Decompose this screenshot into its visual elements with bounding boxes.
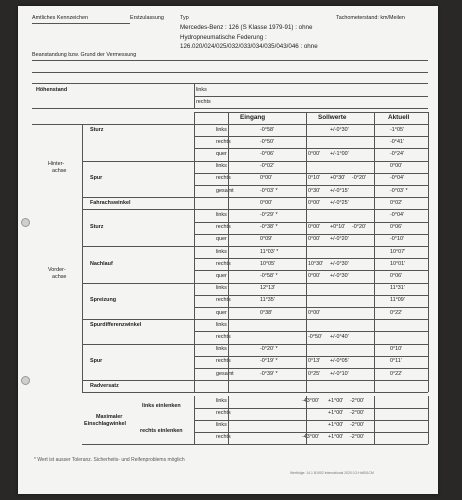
cell-soll-b: +0°10'	[330, 224, 346, 231]
cell-eingang: 0°00'	[260, 175, 273, 182]
height-label: Höhenstand	[36, 87, 68, 93]
row-group-label: Spurdifferenzwinkel	[90, 321, 142, 328]
row-line	[194, 258, 428, 259]
row-line	[194, 295, 428, 296]
height-divider	[194, 83, 195, 108]
row-side-label: rechts	[216, 358, 231, 365]
left-turn-label: links einlenken	[142, 403, 181, 409]
row-side-label: quer	[216, 272, 227, 279]
cell-aktuell: 10°01'	[390, 260, 406, 267]
cell-eingang: 12°13'	[260, 285, 276, 292]
first-reg-label: Erstzulassung	[130, 15, 164, 21]
lock-bottom-line	[82, 444, 428, 445]
complaint-label: Beanstandung bzw. Grund der Vermessung	[32, 52, 137, 58]
row-group-label: Spur	[90, 175, 103, 182]
header-top-line	[194, 112, 428, 113]
cell-aktuell: 0°22'	[390, 370, 403, 377]
vehicle-type: Mercedes-Benz : 126 (S Klasse 1979-91) : ohne	[180, 24, 313, 31]
lock-soll-b: +1°00'	[328, 422, 344, 429]
row-group-label: Radversatz	[90, 382, 119, 389]
complaint-line-2	[32, 72, 428, 73]
cell-eingang: 0°09'	[260, 236, 273, 243]
plate-label: Amtliches Kennzeichen	[32, 15, 89, 21]
cell-aktuell: 11°31'	[390, 285, 405, 292]
row-side-label: gesamt	[216, 187, 234, 194]
col-line	[374, 112, 375, 392]
cell-aktuell: -0°41'	[390, 138, 404, 145]
lock-side-label: links	[216, 422, 227, 429]
lock-col-line	[374, 396, 375, 444]
cell-aktuell: 0°22'	[390, 309, 403, 316]
row-line	[194, 148, 428, 149]
col-line	[194, 112, 195, 392]
col-line-right	[428, 112, 429, 392]
lock-col-line	[228, 396, 229, 444]
cell-soll-b: +/-0°05'	[330, 358, 349, 365]
lock-soll-c: -2°00'	[350, 410, 364, 417]
row-line	[82, 161, 428, 162]
cell-soll-b: +/-0°10'	[330, 370, 349, 377]
row-line	[194, 185, 428, 186]
cell-soll-a: 0°00'	[308, 309, 321, 316]
lock-soll-c: -2°00'	[350, 398, 364, 405]
cell-soll-b: +/-0°30'	[330, 126, 349, 133]
cell-soll-a: 0°00'	[308, 236, 321, 243]
hydro-label: Hydropneumatische Federung :	[180, 34, 267, 41]
cell-soll-a: 0°13'	[308, 358, 321, 365]
cell-eingang: -0°39' *	[260, 370, 278, 377]
row-line	[82, 283, 428, 284]
lock-col-line	[428, 396, 429, 444]
lock-soll-a: -43°00'	[302, 434, 319, 441]
row-line	[194, 173, 428, 174]
row-line	[82, 209, 428, 210]
height-top-line	[32, 83, 428, 84]
col-line	[228, 112, 229, 392]
cell-eingang: -0°58' *	[260, 272, 278, 279]
cell-aktuell: -0°10'	[390, 236, 404, 243]
row-side-label: rechts	[216, 175, 231, 182]
row-line	[194, 368, 428, 369]
cell-soll-b: +/-0°30'	[330, 260, 349, 267]
cell-eingang: -0°58'	[260, 126, 274, 133]
odometer-label: Tachometerstand: km/Meilen	[336, 15, 405, 21]
cell-soll-c: -0°20'	[352, 175, 366, 182]
row-group-label: Nachlauf	[90, 260, 113, 267]
group-col-line	[82, 124, 83, 392]
cell-eingang: 0°00'	[260, 199, 273, 206]
cell-eingang: -0°29' *	[260, 211, 278, 218]
row-side-label: gesamt	[216, 370, 234, 377]
row-side-label: rechts	[216, 297, 231, 304]
cell-aktuell: -0°24'	[390, 150, 404, 157]
table-top-line	[32, 124, 428, 125]
row-side-label: rechts	[216, 138, 231, 145]
row-side-label: rechts	[216, 333, 231, 340]
row-line	[82, 246, 428, 247]
row-side-label: links	[216, 248, 227, 255]
lock-side-label: rechts	[216, 410, 231, 417]
type-label: Typ	[180, 15, 189, 21]
row-line	[82, 197, 428, 198]
cell-soll-a: 0°00'	[308, 199, 321, 206]
cell-aktuell: 0°00'	[390, 163, 403, 170]
cell-soll-a: -0°50'	[308, 333, 322, 340]
lock-soll-b: +1°00'	[328, 410, 344, 417]
cell-soll-a: 0°00'	[308, 150, 321, 157]
cell-eingang: -0°19' *	[260, 358, 278, 365]
row-side-label: links	[216, 211, 227, 218]
lock-soll-b: +1°00'	[328, 434, 344, 441]
height-mid-line	[194, 96, 428, 97]
alignment-report-sheet	[18, 6, 438, 494]
cell-eingang: 10°05'	[260, 260, 276, 267]
cell-soll-a: 0°00'	[308, 224, 321, 231]
cell-eingang: -0°02'	[260, 163, 274, 170]
cell-aktuell: 11°09'	[390, 297, 405, 304]
complaint-line-1	[32, 60, 428, 61]
row-line	[82, 392, 428, 393]
row-side-label: links	[216, 126, 227, 133]
cell-aktuell: 0°11'	[390, 358, 402, 365]
col-sollwerte: Sollwerte	[318, 114, 347, 121]
col-line	[306, 112, 307, 392]
lock-col-line	[194, 396, 195, 444]
lock-side-label: rechts	[216, 434, 231, 441]
front-axle-label-1: Vorder-	[48, 267, 66, 273]
front-axle-label-2: achse	[52, 274, 67, 280]
row-side-label: quer	[216, 150, 227, 157]
lock-soll-b: +1°00'	[328, 398, 344, 405]
row-side-label: quer	[216, 309, 227, 316]
row-side-label: links	[216, 285, 227, 292]
row-line	[194, 222, 428, 223]
row-side-label: quer	[216, 236, 227, 243]
cell-eingang: 11°35'	[260, 297, 275, 304]
cell-eingang: -0°50'	[260, 138, 274, 145]
lock-col-line	[306, 396, 307, 444]
punch-hole-bottom	[21, 376, 30, 385]
cell-soll-c: -0°20'	[352, 224, 366, 231]
row-line	[194, 331, 428, 332]
col-aktuell: Aktuell	[388, 114, 410, 121]
height-rechts: rechts	[196, 99, 211, 105]
cell-eingang: -0°03' *	[260, 187, 278, 194]
cell-aktuell: 0°02'	[390, 199, 403, 206]
cell-aktuell: 0°06'	[390, 272, 403, 279]
cell-eingang: -0°06'	[260, 150, 274, 157]
footer-small: Wertfolge: 14.1 B1902 International 2020.0.3 HxB01CM	[290, 471, 374, 475]
rear-axle-label-1: Hinter-	[48, 161, 65, 167]
row-line	[82, 344, 428, 345]
cell-eingang: -0°38' *	[260, 224, 278, 231]
row-line	[194, 136, 428, 137]
row-group-label: Sturz	[90, 126, 104, 133]
hydro-value: 126.020/024/025/032/033/034/035/043/046 : ohne	[180, 43, 318, 50]
row-line	[194, 270, 428, 271]
right-turn-label: rechts einlenken	[140, 428, 183, 434]
height-bottom-line	[32, 108, 428, 109]
row-side-label: links	[216, 163, 227, 170]
row-line	[82, 380, 428, 381]
row-side-label: links	[216, 346, 227, 353]
row-side-label: links	[216, 321, 227, 328]
row-group-label: Spur	[90, 358, 103, 365]
row-line	[82, 319, 428, 320]
cell-soll-b: +0°30'	[330, 175, 346, 182]
cell-soll-a: 0°00'	[308, 272, 321, 279]
row-line	[194, 356, 428, 357]
cell-soll-a: 0°25'	[308, 370, 321, 377]
cell-eingang: -0°20' *	[260, 346, 278, 353]
rear-axle-label-2: achse	[52, 168, 67, 174]
punch-hole-top	[21, 218, 30, 227]
cell-soll-b: +/-0°15'	[330, 187, 349, 194]
cell-aktuell: -1°05'	[390, 126, 404, 133]
cell-aktuell: 0°06'	[390, 224, 403, 231]
lock-soll-c: -2°00'	[350, 434, 364, 441]
row-group-label: Fahrachswinkel	[90, 199, 131, 206]
cell-aktuell: -0°04'	[390, 211, 404, 218]
height-links: links	[196, 87, 207, 93]
max-lock-label-1: Maximaler	[96, 414, 123, 420]
cell-soll-a: 0°10'	[308, 175, 321, 182]
lock-soll-a: -43°00'	[302, 398, 319, 405]
cell-eingang: 11°03' *	[260, 248, 279, 255]
lock-soll-c: -2°00'	[350, 422, 364, 429]
cell-soll-b: +/-0°25'	[330, 199, 349, 206]
cell-aktuell: -0°04'	[390, 175, 404, 182]
lock-row-line	[194, 420, 428, 421]
col-eingang: Eingang	[240, 114, 266, 121]
max-lock-label-2: Einschlagwinkel	[84, 421, 126, 427]
plate-line	[32, 23, 130, 24]
row-side-label: rechts	[216, 260, 231, 267]
cell-aktuell: -0°03' *	[390, 187, 408, 194]
cell-eingang: 0°38'	[260, 309, 273, 316]
row-group-label: Spreizung	[90, 297, 117, 304]
footnote: * Wert ist ausser Toleranz. Sicherheits- und Reifenproblems möglich	[34, 457, 185, 463]
lock-row-line	[194, 408, 428, 409]
cell-soll-b: +/-0°30'	[330, 272, 349, 279]
row-line	[194, 234, 428, 235]
cell-soll-a: 10°30'	[308, 260, 324, 267]
cell-aktuell: 10°07'	[390, 248, 406, 255]
lock-row-line	[194, 432, 428, 433]
cell-aktuell: 0°10'	[390, 346, 403, 353]
row-line	[194, 307, 428, 308]
cell-soll-b: +/-0°20'	[330, 236, 349, 243]
cell-soll-b: +/-1°00'	[330, 150, 349, 157]
row-side-label: rechts	[216, 224, 231, 231]
lock-side-label: links	[216, 398, 227, 405]
row-group-label: Sturz	[90, 224, 104, 231]
cell-soll-b: +/-0°40'	[330, 333, 349, 340]
cell-soll-a: 0°30'	[308, 187, 321, 194]
